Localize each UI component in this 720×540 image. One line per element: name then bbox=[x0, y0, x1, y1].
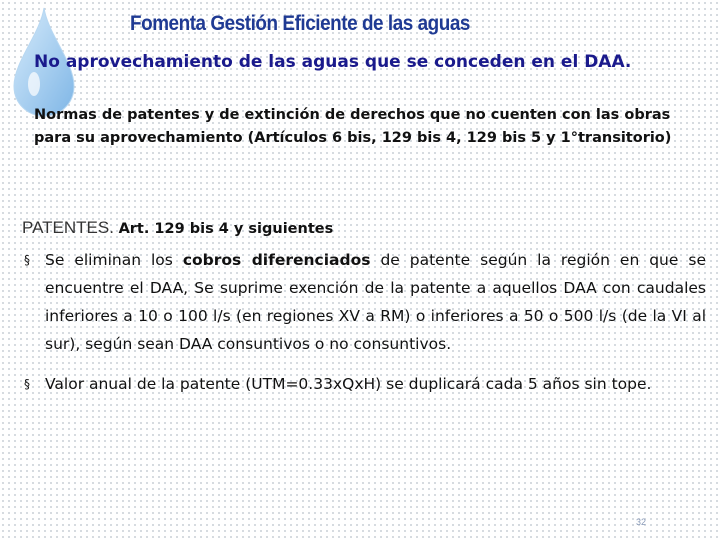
patentes-label: PATENTES. bbox=[22, 218, 114, 237]
bullet-marker-icon: § bbox=[24, 253, 30, 267]
page-title: Fomenta Gestión Eficiente de las aguas bbox=[130, 12, 471, 35]
slide-subtitle: No aprovechamiento de las aguas que se conceden en el DAA. bbox=[34, 52, 632, 72]
patentes-article-ref: Art. 129 bis 4 y siguientes bbox=[118, 221, 334, 237]
list-item bbox=[22, 246, 706, 358]
intro-paragraph: Normas de patentes y de extinción de derechos que no cuenten con las obras para su aprovechamiento (Artículos 6 bis, 129 bis 4, 129 bis 5 y 1°transitorio) bbox=[34, 107, 672, 146]
page-number: 32 bbox=[636, 517, 647, 527]
bullet-marker-icon: § bbox=[24, 377, 30, 391]
list-item bbox=[22, 370, 706, 398]
bullet-text: Valor anual de la patente (UTM=0.33xQxH) se duplicará cada 5 años sin tope. bbox=[45, 375, 652, 393]
bullet-list bbox=[22, 246, 706, 398]
patentes-heading bbox=[22, 218, 333, 238]
bullet-text-emphasis: cobros diferenciados bbox=[182, 251, 371, 269]
bullet-text-start: Se eliminan los bbox=[45, 251, 183, 269]
bullet-text-end: de patente según la región en que se encuentre el DAA, Se suprime exención de la patente a aquellos DAA con caudales inferiores a 10 o 100 l/s (en regiones XV a RM) o inferiores a 50 o 500 l/s (de la VI al sur), según sean DAA consuntivos o no consuntivos. bbox=[45, 251, 706, 353]
